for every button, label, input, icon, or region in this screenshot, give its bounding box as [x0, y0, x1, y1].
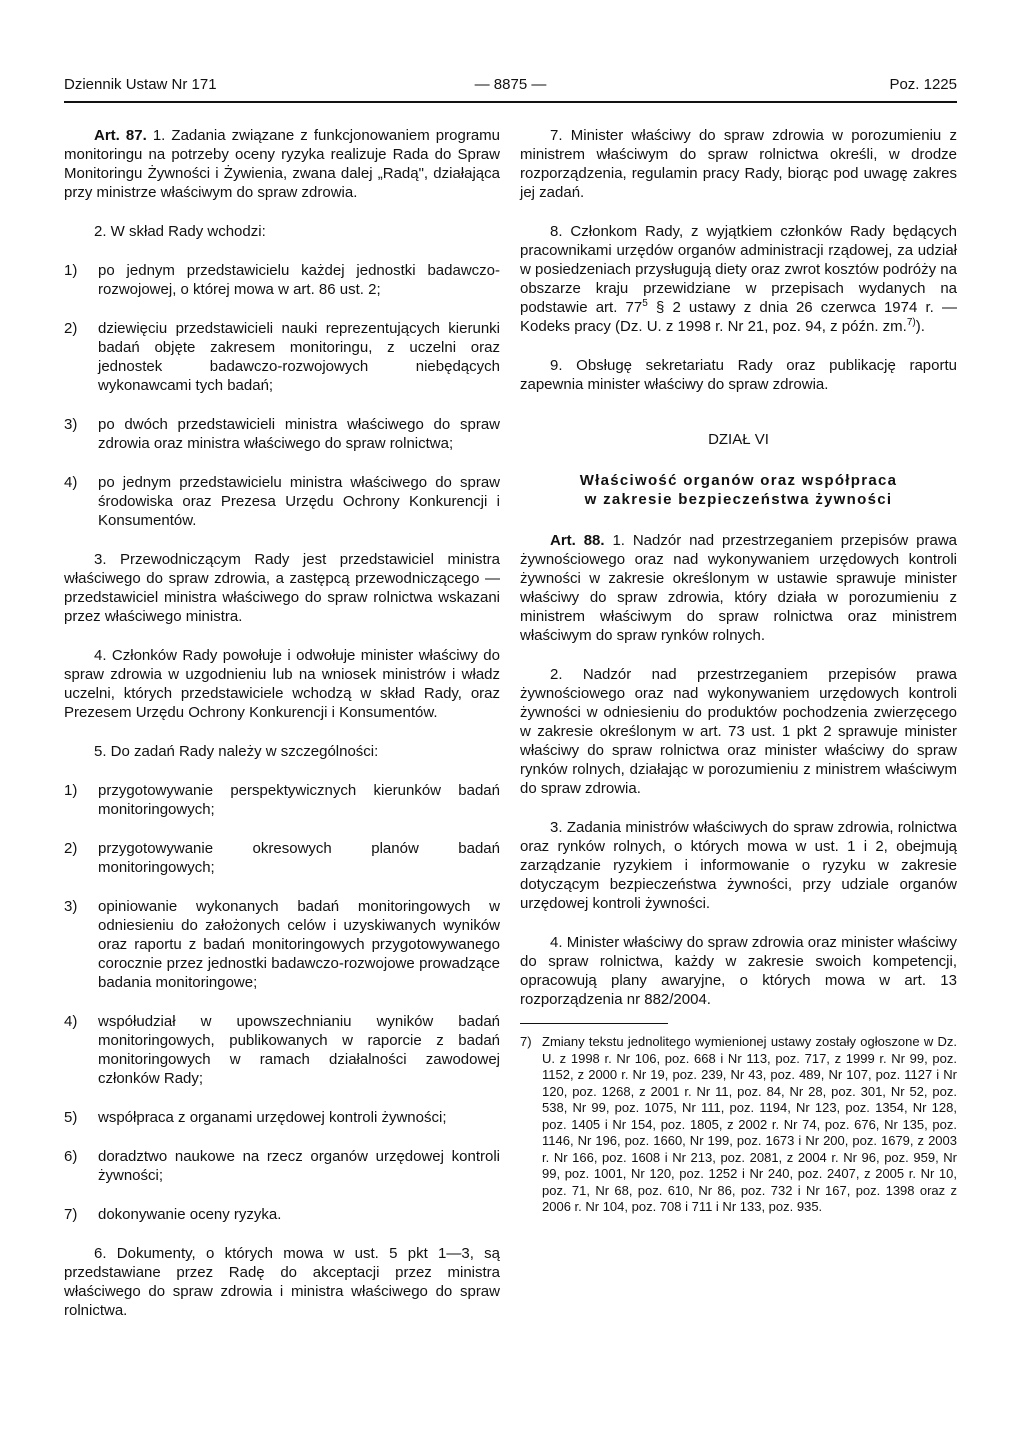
art87-p8-text-a: 8. Członkom Rady, z wyjątkiem członków Rady będących pracownikami urzędów organów administracji rządowej, za udział w posiedzeniach przysługują diety oraz zwrot kosztów podróży na obszarze kraju przewidziane w przepisach wydanych na podstawie art. 77: [520, 223, 957, 316]
list-item-number: 6): [64, 1148, 78, 1165]
art88-heading: Art. 88.: [550, 532, 605, 549]
list-item-text: po jednym przedstawicielu każdej jednostki badawczo-rozwojowej, o której mowa w art. 86 ust. 2;: [98, 262, 500, 298]
footnote-mark: 7): [520, 1034, 532, 1049]
art87-paragraph-6: 6. Dokumenty, o których mowa w ust. 5 pkt 1—3, są przedstawiane przez Radę do akceptacji przez ministra właściwego do spraw zdrowia i ministra właściwego do spraw rolnictwa.: [64, 1245, 500, 1319]
art88-paragraph-2: 2. Nadzór nad przestrzeganiem przepisów prawa żywnościowego oraz nad wykonywaniem urzędowych kontroli żywności w odniesieniu do produktów pochodzenia zwierzęcego w zakresie określonym w art. 73 ust. 1 pkt 2 sprawuje minister właściwy do spraw rolnictwa oraz minister właściwy do spraw rynków rolnych, działając w porozumieniu z ministrem właściwym do spraw zdrowia.: [520, 666, 957, 797]
section-label: DZIAŁ VI: [708, 431, 769, 448]
position-number: Poz. 1225: [889, 76, 957, 93]
art88-paragraph-1: [520, 531, 957, 645]
footnote-rule: [520, 1023, 668, 1024]
page-header: [64, 76, 957, 100]
art87-p8-text-b: § 2 ustawy z dnia 26 czerwca 1974 r. — Kodeks pracy (Dz. U. z 1998 r. Nr 21, poz. 94, z późn. zm.: [520, 299, 957, 335]
journal-title: Dziennik Ustaw Nr 171: [64, 76, 217, 93]
list-item-text: po dwóch przedstawicieli ministra właściwego do spraw zdrowia oraz ministra właściwego do spraw rolnictwa;: [98, 416, 500, 452]
section-title-line-2: w zakresie bezpieczeństwa żywności: [584, 491, 893, 508]
list-item-number: 2): [64, 840, 78, 857]
art87-paragraph-3: 3. Przewodniczącym Rady jest przedstawiciel ministra właściwego do spraw zdrowia, a zastępcą przewodniczącego — przedstawiciel ministra właściwego do spraw rolnictwa wskazani przez właściwego ministra.: [64, 551, 500, 625]
list-item-number: 1): [64, 262, 78, 279]
list-item-text: dokonywanie oceny ryzyka.: [98, 1206, 282, 1223]
list-item: [64, 1205, 500, 1224]
list-item-number: 1): [64, 782, 78, 799]
footnote: [520, 1034, 957, 1216]
header-rule: [64, 101, 957, 103]
list-item-number: 4): [64, 1013, 78, 1030]
art87-paragraph-5: 5. Do zadań Rady należy w szczególności:: [94, 743, 379, 760]
list-item: [64, 473, 500, 530]
list-item: [64, 261, 500, 299]
list-item-text: przygotowywanie okresowych planów badań monitoringowych;: [98, 840, 500, 876]
list-item-text: opiniowanie wykonanych badań monitoringowych w odniesieniu do założonych celów i uzyskiwanych wyników oraz raportu z badań monitoringowych przygotowywanego corocznie przez jednostki badawczo-rozwojowe prowadzące badania monitoringowe;: [98, 898, 500, 991]
footnote-text: Zmiany tekstu jednolitego wymienionej ustawy zostały ogłoszone w Dz. U. z 1998 r. Nr 106, poz. 668 i Nr 113, poz. 717, z 1999 r. Nr 99, poz. 1152, z 2000 r. Nr 19, poz. 239, Nr 43, poz. 489, Nr 107, poz. 1127 i Nr 120, poz. 1268, z 2001 r. Nr 11, poz. 84, Nr 28, poz. 301, Nr 52, poz. 538, Nr 99, poz. 1075, Nr 111, poz. 1194, Nr 123, poz. 1354, Nr 128, poz. 1405 i Nr 154, poz. 1805, z 2002 r. Nr 74, poz. 676, Nr 135, poz. 1146, Nr 196, poz. 1660, Nr 199, poz. 1673 i Nr 200, poz. 1679, z 2003 r. Nr 166, poz. 1608 i Nr 213, poz. 2081, z 2004 r. Nr 96, poz. 959, Nr 99, poz. 1001, Nr 120, poz. 1252 i Nr 240, poz. 2407, z 2005 r. Nr 10, poz. 71, Nr 68, poz. 610, Nr 86, poz. 732 i Nr 167, poz. 1398 oraz z 2006 r. Nr 104, poz. 708 i 711 i Nr 133, poz. 935.: [542, 1034, 957, 1214]
art88-paragraph-4: 4. Minister właściwy do spraw zdrowia oraz minister właściwy do spraw rolnictwa, każdy w zakresie swoich kompetencji, opracowują plany awaryjne, o których mowa w art. 13 rozporządzenia nr 882/2004.: [520, 934, 957, 1008]
list-item-text: przygotowywanie perspektywicznych kierunków badań monitoringowych;: [98, 782, 500, 818]
art87-paragraph-4: 4. Członków Rady powołuje i odwołuje minister właściwy do spraw zdrowia w uzgodnieniu lub na wniosek ministrów i władz uczelni, których przedstawiciele wchodzą w skład Rady, oraz Prezesem Urzędu Ochrony Konkurencji i Konsumentów.: [64, 647, 500, 721]
list-item-text: po jednym przedstawicielu ministra właściwego do spraw środowiska oraz Prezesa Urzędu Ochrony Konkurencji i Konsumentów.: [98, 474, 500, 529]
art87-paragraph-2: 2. W skład Rady wchodzi:: [94, 223, 266, 240]
list-item-number: 4): [64, 474, 78, 491]
right-column: [520, 126, 957, 1216]
art87-paragraph-7: 7. Minister właściwy do spraw zdrowia w porozumieniu z ministrem właściwym do spraw rolnictwa określi, w drodze rozporządzenia, regulamin pracy Rady, biorąc pod uwagę zakres jej zadań.: [520, 127, 957, 201]
list-item-text: współudział w upowszechnianiu wyników badań monitoringowych, publikowanych w raporcie z badań monitoringowych w ramach działalności zawodowej członków Rady;: [98, 1013, 500, 1087]
page-number: — 8875 —: [474, 76, 547, 93]
art88-paragraph-3: 3. Zadania ministrów właściwych do spraw zdrowia, rolnictwa oraz rynków rolnych, o których mowa w ust. 1 i 2, obejmują zarządzanie ryzykiem i informowanie o ryzyku w zakresie dotyczącym bezpieczeństwa żywności, przy udziale organów urzędowej kontroli żywności.: [520, 819, 957, 912]
list-item: [64, 897, 500, 992]
section-title-line-1: Właściwość organów oraz współpraca: [579, 472, 898, 489]
list-item-text: współpraca z organami urzędowej kontroli żywności;: [98, 1109, 447, 1126]
list-item: [64, 319, 500, 395]
art87-paragraph-9: 9. Obsługę sekretariatu Rady oraz publikację raportu zapewnia minister właściwy do spraw zdrowia.: [520, 357, 957, 393]
art87-p1-text: 1. Zadania związane z funkcjonowaniem programu monitoringu na potrzeby oceny ryzyka realizuje Rada do Spraw Monitoringu Żywności i Żywienia, zwana dalej „Radą", działająca przy ministrze właściwym do spraw zdrowia.: [64, 127, 500, 201]
list-item-text: doradztwo naukowe na rzecz organów urzędowej kontroli żywności;: [98, 1148, 500, 1184]
list-item-number: 2): [64, 320, 78, 337]
list-item-number: 3): [64, 416, 78, 433]
footnote-reference: 7): [906, 317, 916, 328]
list-item: [64, 1108, 500, 1127]
art87-heading: Art. 87.: [94, 127, 147, 144]
list-item: [64, 1147, 500, 1185]
list-item: [64, 1012, 500, 1088]
list-item-text: dziewięciu przedstawicieli nauki reprezentujących kierunki badań objęte zakresem monitoringu, z uczelni oraz jednostek badawczo-rozwojowych niebędących wykonawcami tych badań;: [98, 320, 500, 394]
list-item: [64, 415, 500, 453]
left-column: [64, 126, 500, 1340]
art87-p8-sup-1: 5: [642, 298, 648, 309]
list-item: [64, 839, 500, 877]
list-item-number: 3): [64, 898, 78, 915]
art87-p8-text-c: ).: [915, 318, 925, 335]
art87-paragraph-8: [520, 222, 957, 336]
art87-paragraph-1: [64, 126, 500, 202]
list-item-number: 7): [64, 1206, 78, 1223]
list-item-number: 5): [64, 1109, 78, 1126]
section-title: [520, 471, 957, 509]
list-item: [64, 781, 500, 819]
art88-p1-text: 1. Nadzór nad przestrzeganiem przepisów prawa żywnościowego oraz nad wykonywaniem urzędowych kontroli żywności w zakresie określonym w ustawie sprawuje minister właściwy do spraw zdrowia, który działa w porozumieniu z ministrem właściwym do spraw rolnictwa oraz ministrem właściwym do spraw rynków rolnych.: [520, 532, 957, 644]
